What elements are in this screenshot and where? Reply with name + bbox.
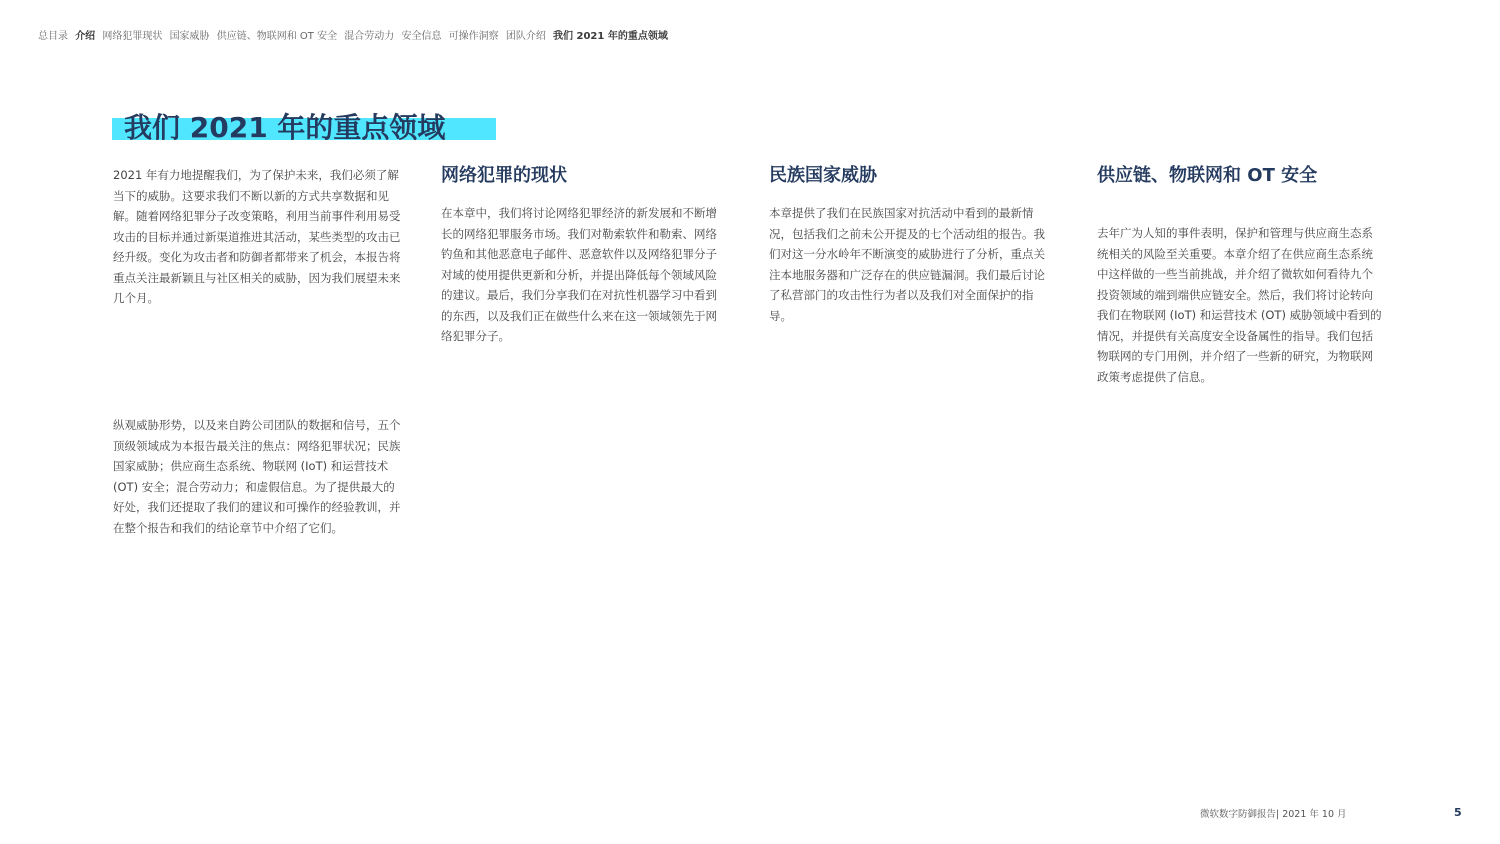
nav-item-nation-state[interactable]: 国家威胁 bbox=[169, 31, 210, 42]
section-body-cybercrime: 在本章中，我们将讨论网络犯罪经济的新发展和不断增长的网络犯罪服务市场。我们对勒索软件和勒索、网络钓鱼和其他恶意电子邮件、恶意软件以及网络犯罪分子对域的使用提供更新和分析，并提出降低每个领域风险的建议。最后，我们分享我们在对抗性机器学习中看到的东西，以及我们正在做些什么来在这一领域领先于网络犯罪分子。 bbox=[441, 206, 717, 343]
section-body-supply-chain: 去年广为人知的事件表明，保护和管理与供应商生态系统相关的风险至关重要。本章介绍了在供应商生态系统中这样做的一些当前挑战，并介绍了微软如何看待九个投资领域的端到端供应链安全。然后，我们将讨论转向我们在物联网 (IoT) 和运营技术 (OT) 威胁领域中看到的情况，并提供有关高度安全设备属性的指导。我们包括物联网的专门用例，并介绍了一些新的研究，为物联网政策考虑提供了信息。 bbox=[1097, 226, 1382, 384]
nav-item-focus-areas[interactable]: 我们 2021 年的重点领域 bbox=[553, 31, 668, 42]
nav-item-contents[interactable]: 总目录 bbox=[38, 31, 68, 42]
section-heading-nation-state: 民族国家威胁 bbox=[769, 165, 877, 186]
intro-column-lower bbox=[113, 415, 405, 538]
section-body-nation-state: 本章提供了我们在民族国家对抗活动中看到的最新情况，包括我们之前未公开提及的七个活动组的报告。我们对这一分水岭年不断演变的威胁进行了分析，重点关注本地服务器和广泛存在的供应链漏洞。我们最后讨论了私营部门的攻击性行为者以及我们对全面保护的指导。 bbox=[769, 206, 1045, 323]
section-heading-supply-chain: 供应链、物联网和 OT 安全 bbox=[1097, 165, 1318, 186]
section-heading-cybercrime: 网络犯罪的现状 bbox=[441, 165, 567, 186]
section-cybercrime bbox=[441, 163, 728, 347]
footer-report-label: 微软数字防御报告| 2021 年 10 月 bbox=[1200, 809, 1347, 820]
intro-column bbox=[113, 165, 405, 309]
intro-paragraph-2: 纵观威胁形势，以及来自跨公司团队的数据和信号，五个顶级领域成为本报告最关注的焦点：网络犯罪状况；民族国家威胁；供应商生态系统、物联网 (IoT) 和运营技术 (OT) 安全；混合劳动力；和虚假信息。为了提供最大的好处，我们还提取了我们的建议和可操作的经验教训，并在整个报告和我们的结论章节中介绍了它们。 bbox=[113, 418, 401, 535]
intro-paragraph-1: 2021 年有力地提醒我们，为了保护未来，我们必须了解当下的威胁。这要求我们不断以新的方式共享数据和见解。随着网络犯罪分子改变策略，利用当前事件利用易受攻击的目标并通过新渠道推进其活动，某些类型的攻击已经升级。变化为攻击者和防御者都带来了机会，本报告将重点关注最新颖且与社区相关的威胁，因为我们展望未来几个月。 bbox=[113, 168, 401, 305]
page-number: 5 bbox=[1454, 806, 1462, 819]
nav-item-team[interactable]: 团队介绍 bbox=[505, 31, 546, 42]
nav-item-cybercrime[interactable]: 网络犯罪现状 bbox=[102, 31, 163, 42]
nav-item-intro[interactable]: 介绍 bbox=[75, 31, 96, 42]
title-block bbox=[112, 108, 445, 148]
nav-item-actionable-insights[interactable]: 可操作洞察 bbox=[448, 31, 499, 42]
section-supply-chain bbox=[1097, 163, 1384, 387]
nav-item-supply-chain[interactable]: 供应链、物联网和 OT 安全 bbox=[216, 31, 338, 42]
page-title: 我们 2021 年的重点领域 bbox=[124, 111, 446, 144]
breadcrumb-nav bbox=[38, 27, 672, 42]
nav-item-disinformation[interactable]: 安全信息 bbox=[401, 31, 442, 42]
section-nation-state bbox=[769, 163, 1056, 326]
nav-item-hybrid-workforce[interactable]: 混合劳动力 bbox=[344, 31, 395, 42]
